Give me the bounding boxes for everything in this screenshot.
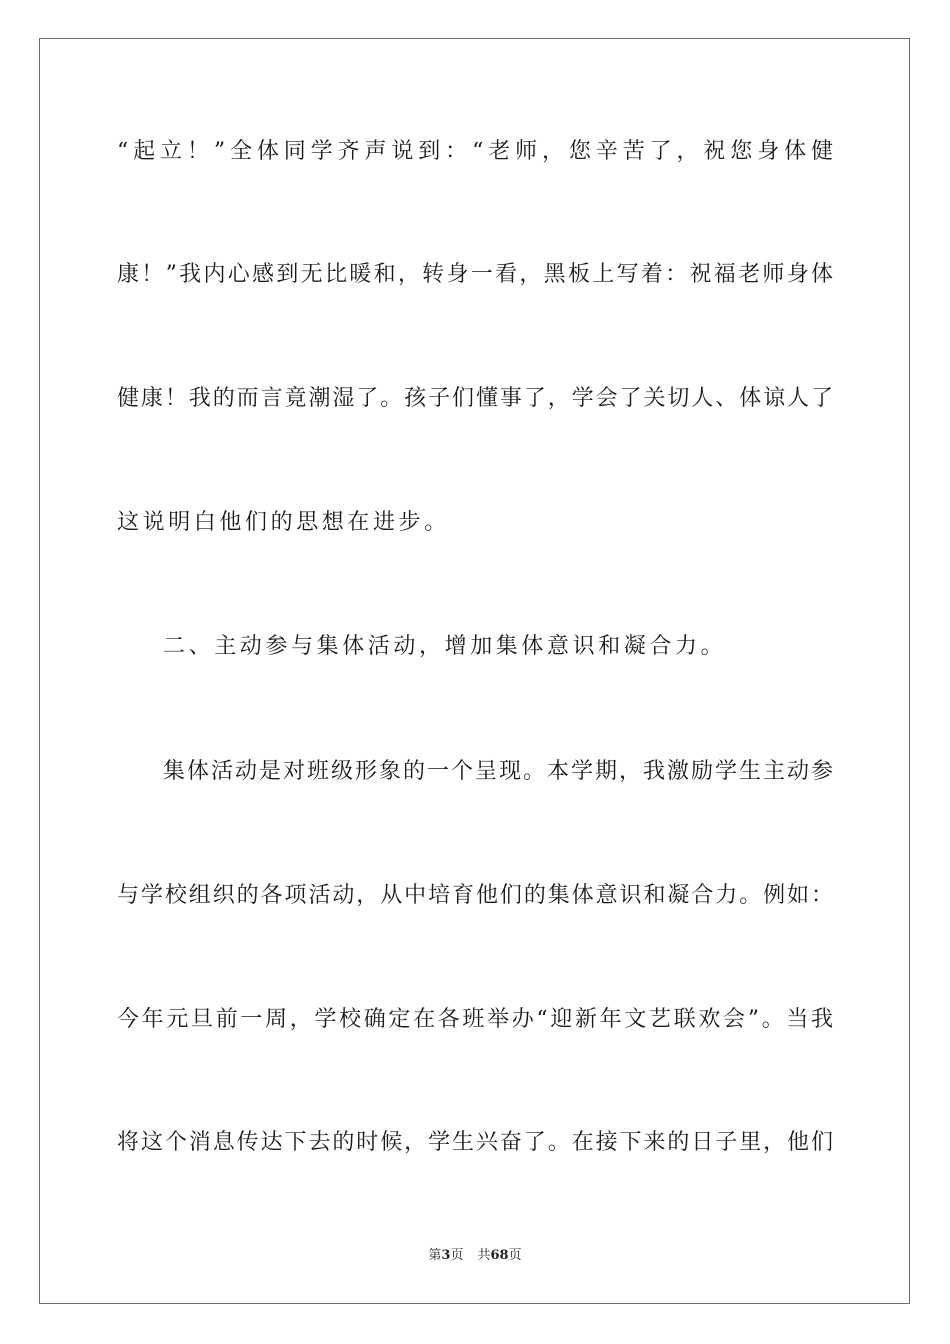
footer-total-number: 68	[490, 1248, 509, 1263]
body-line-1: “起立！”全体同学齐声说到：“老师，您辛苦了，祝您身体健	[117, 139, 833, 164]
body-line-9: 将这个消息传达下去的时候，学生兴奋了。在接下来的日子里，他们	[117, 1130, 833, 1155]
footer-total-suffix: 页	[508, 1248, 522, 1263]
body-line-6: 集体活动是对班级形象的一个呈现。本学期，我激励学生主动参	[163, 759, 833, 784]
footer-page-suffix: 页	[450, 1248, 464, 1263]
body-line-3: 健康！我的而言竟潮湿了。孩子们懂事了，学会了关切人、体谅人了	[117, 386, 833, 411]
footer-page-number: 3	[441, 1248, 451, 1263]
body-line-8: 今年元旦前一周，学校确定在各班举办“迎新年文艺联欢会”。当我	[117, 1007, 833, 1032]
footer-page-prefix: 第	[428, 1248, 442, 1263]
footer-total-prefix: 共	[477, 1248, 491, 1263]
page-border	[39, 38, 910, 1304]
page-footer	[0, 1247, 950, 1265]
section-heading: 二、主动参与集体活动，增加集体意识和凝合力。	[163, 634, 727, 659]
body-line-7: 与学校组织的各项活动，从中培育他们的集体意识和凝合力。例如：	[117, 883, 833, 908]
body-line-4: 这说明白他们的思想在进步。	[117, 510, 450, 535]
body-line-2: 康！”我内心感到无比暖和，转身一看，黑板上写着：祝福老师身体	[117, 262, 833, 287]
